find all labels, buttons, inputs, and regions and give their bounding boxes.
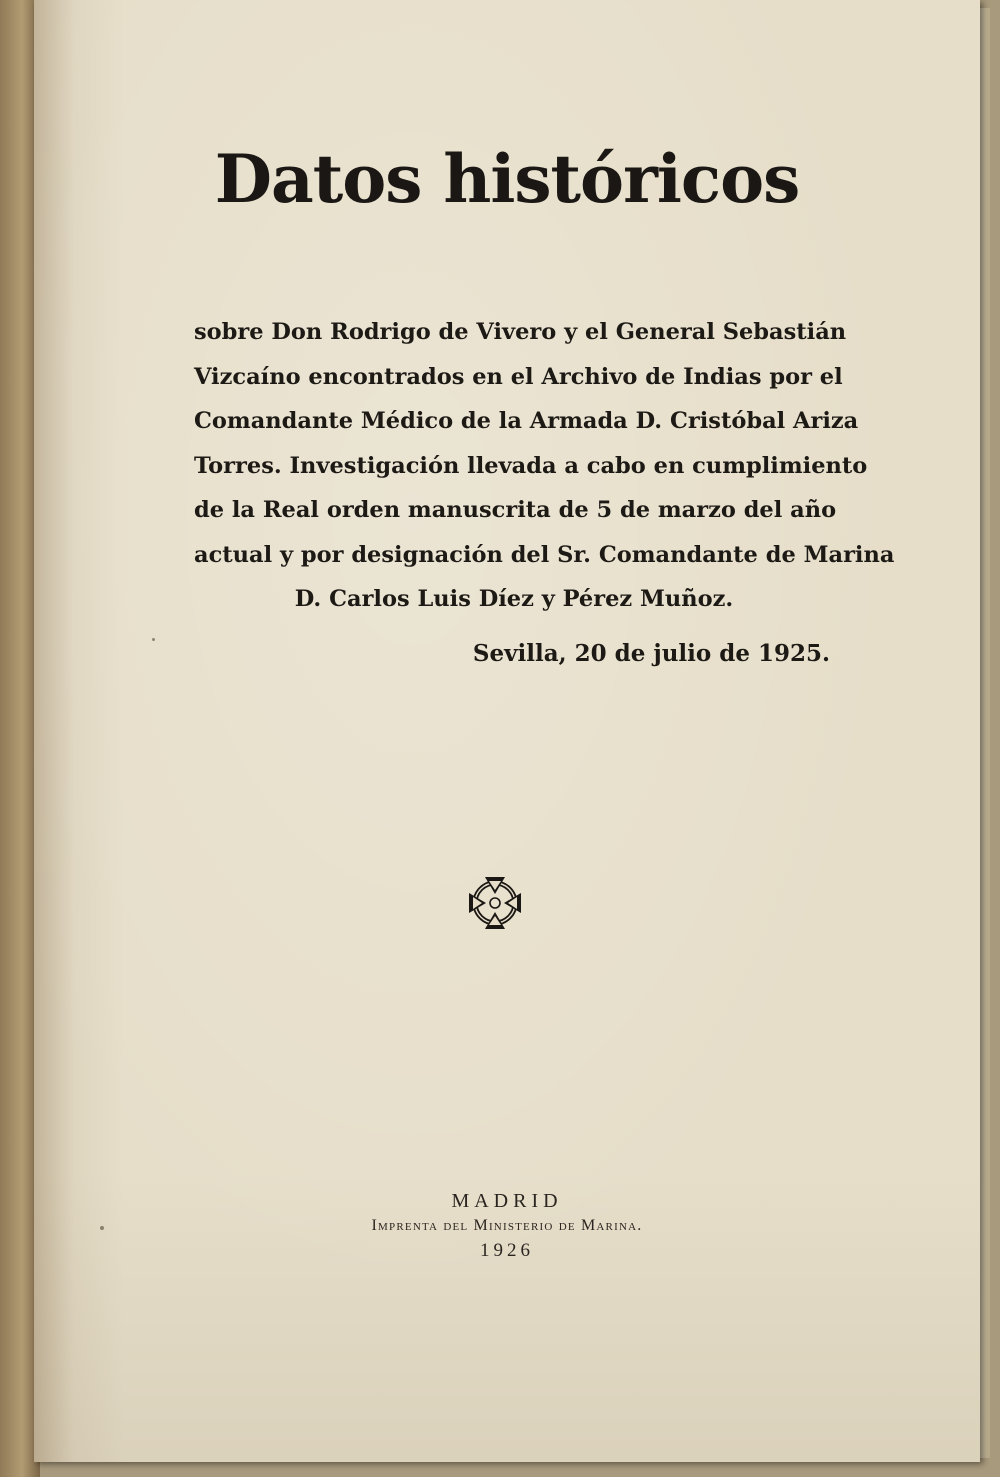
imprint-city: MADRID — [451, 1190, 563, 1212]
description-line: Torres. Investigación llevada a cabo en cumplimiento — [194, 452, 868, 479]
celtic-cross-ornament-icon — [466, 874, 524, 932]
paper-spot — [152, 638, 155, 641]
paper-spot — [100, 1226, 104, 1230]
document-title: Datos históricos — [214, 140, 800, 218]
imprint-publisher: Imprenta del Ministerio de Marina. — [371, 1217, 643, 1234]
description-line: sobre Don Rodrigo de Vivero y el General Sebastián — [194, 319, 847, 345]
description-line: de la Real orden manuscrita de 5 de marzo del año — [194, 497, 837, 523]
place-date: Sevilla, 20 de julio de 1925. — [472, 640, 830, 667]
description-line: actual y por designación del Sr. Comandante de Marina — [194, 541, 895, 568]
imprint-year: 1926 — [480, 1240, 534, 1261]
document-description — [194, 310, 895, 622]
description-line: D. Carlos Luis Díez y Pérez Muñoz. — [294, 586, 734, 612]
title-page — [34, 0, 980, 1462]
description-line: Vizcaíno encontrados en el Archivo de Indias por el — [194, 363, 843, 390]
description-line: Comandante Médico de la Armada D. Cristóbal Ariza — [194, 408, 859, 434]
